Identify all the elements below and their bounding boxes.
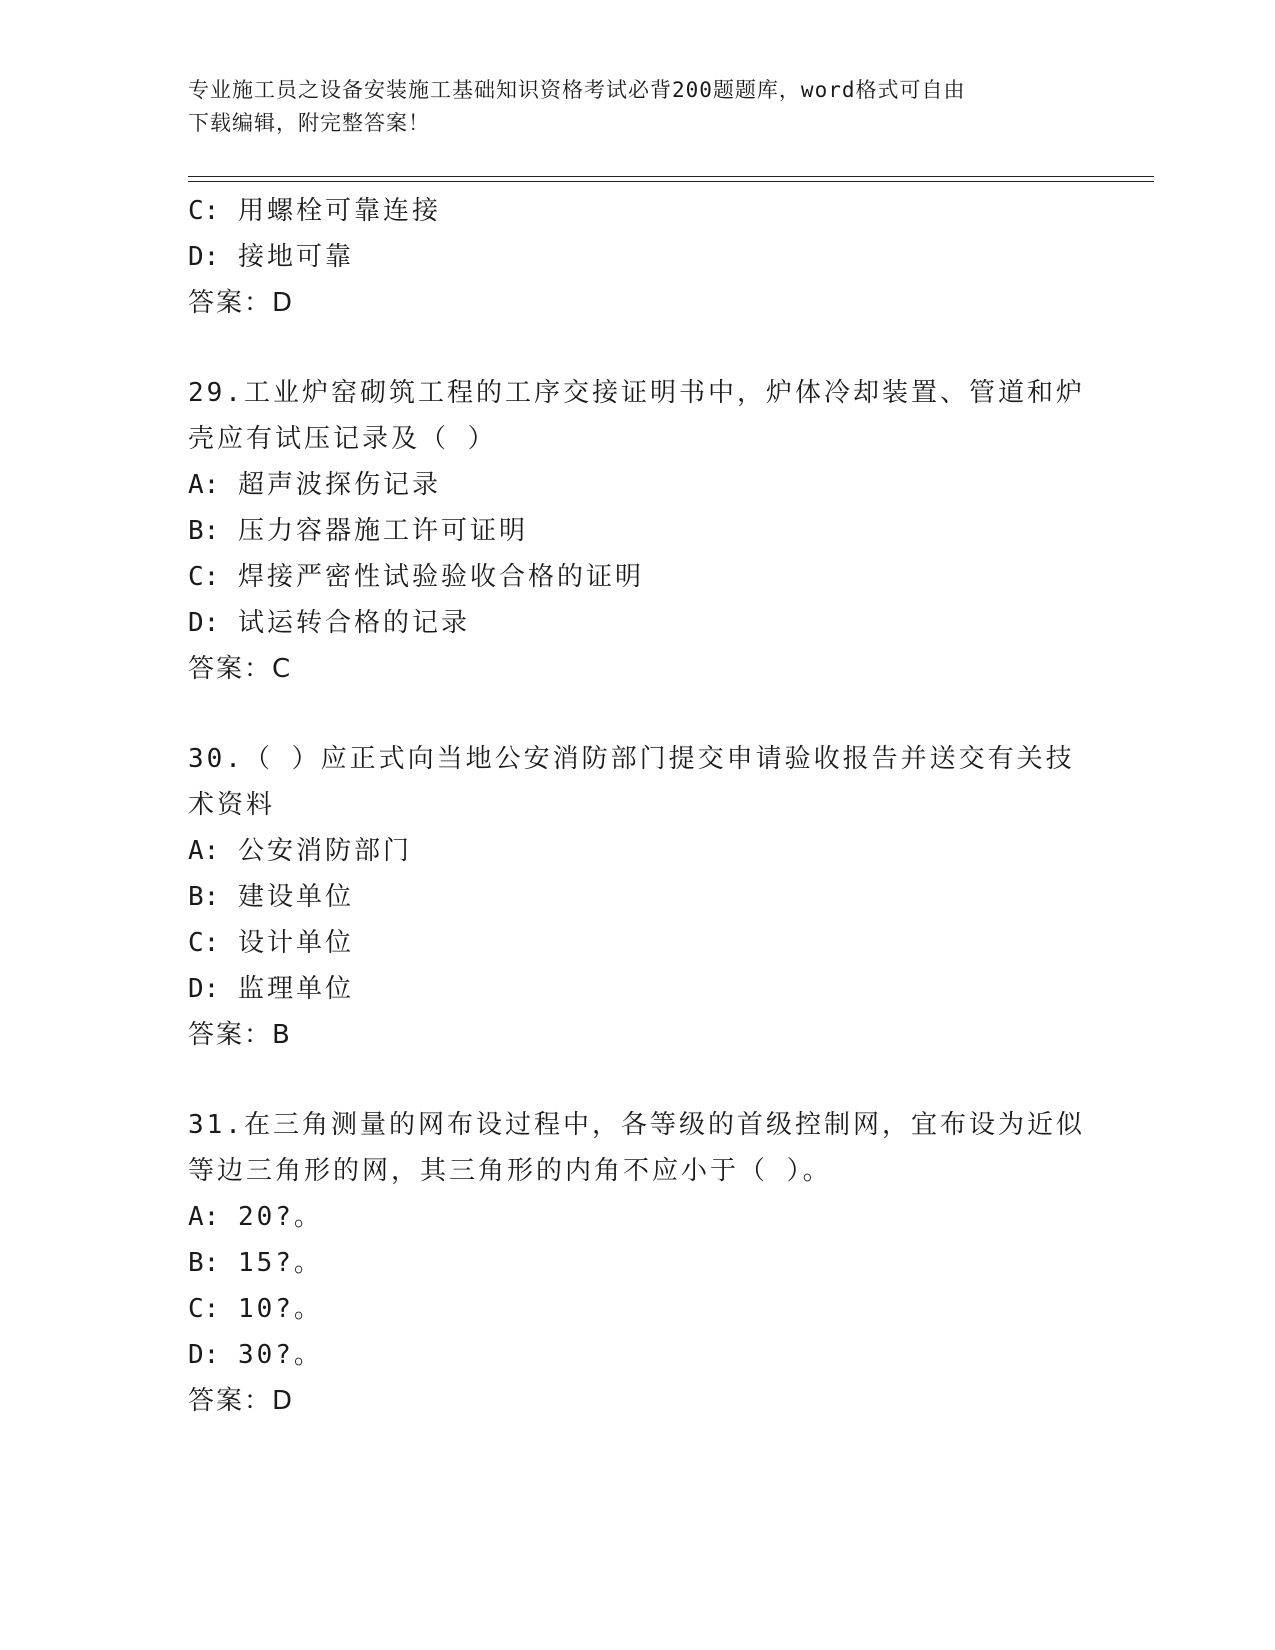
option-text: 15?。 xyxy=(237,1248,323,1278)
question-text-line: 30.（ ）应正式向当地公安消防部门提交申请验收报告并送交有关技 xyxy=(188,744,1075,774)
question-fragment xyxy=(188,188,1088,326)
header-line-2: 下载编辑，附完整答案！ xyxy=(188,111,430,135)
question-text-line: 壳应有试压记录及（ ） xyxy=(188,424,497,454)
option-text: 试运转合格的记录 xyxy=(237,608,470,638)
option-text: 20?。 xyxy=(237,1202,323,1232)
page-header xyxy=(188,74,1088,140)
option-c xyxy=(188,920,1088,966)
question-text-line: 术资料 xyxy=(188,790,276,820)
option-a xyxy=(188,828,1088,874)
option-text: 监理单位 xyxy=(237,974,354,1004)
option-text: 10?。 xyxy=(237,1294,323,1324)
option-d xyxy=(188,600,1088,646)
question-text-line: 等边三角形的网，其三角形的内角不应小于（ ）。 xyxy=(188,1156,832,1186)
option-label: D: xyxy=(188,608,220,638)
question-text-line: 29.工业炉窑砌筑工程的工序交接证明书中，炉体冷却装置、管道和炉 xyxy=(188,378,1085,408)
option-d xyxy=(188,966,1088,1012)
option-text: 接地可靠 xyxy=(237,242,354,272)
option-c xyxy=(188,188,1088,234)
option-label: D: xyxy=(188,242,220,272)
option-label: B: xyxy=(188,882,220,912)
option-text: 超声波探伤记录 xyxy=(237,470,441,500)
option-label: B: xyxy=(188,1248,220,1278)
option-label: B: xyxy=(188,516,220,546)
document-body xyxy=(188,188,1088,1424)
option-c xyxy=(188,1286,1088,1332)
option-c xyxy=(188,554,1088,600)
option-label: D: xyxy=(188,974,220,1004)
question-31 xyxy=(188,1102,1088,1424)
option-label: A: xyxy=(188,836,220,866)
option-a xyxy=(188,1194,1088,1240)
option-d xyxy=(188,1332,1088,1378)
option-b xyxy=(188,874,1088,920)
option-text: 公安消防部门 xyxy=(237,836,412,866)
answer-line: 答案：D xyxy=(188,288,295,318)
option-text: 设计单位 xyxy=(237,928,354,958)
option-label: C: xyxy=(188,562,220,592)
option-d xyxy=(188,234,1088,280)
answer-line: 答案：B xyxy=(188,1020,292,1050)
option-label: C: xyxy=(188,1294,220,1324)
question-text-line: 31.在三角测量的网布设过程中，各等级的首级控制网，宜布设为近似 xyxy=(188,1110,1085,1140)
option-text: 焊接严密性试验验收合格的证明 xyxy=(237,562,644,592)
option-label: C: xyxy=(188,196,220,226)
option-text: 压力容器施工许可证明 xyxy=(237,516,528,546)
option-label: D: xyxy=(188,1340,220,1370)
question-30 xyxy=(188,736,1088,1058)
option-label: C: xyxy=(188,928,220,958)
answer-line: 答案：C xyxy=(188,654,293,684)
header-line-1: 专业施工员之设备安装施工基础知识资格考试必背200题题库，word格式可自由 xyxy=(188,78,966,102)
option-label: A: xyxy=(188,470,220,500)
option-text: 30?。 xyxy=(237,1340,323,1370)
option-a xyxy=(188,462,1088,508)
question-29 xyxy=(188,370,1088,692)
header-rule-bottom xyxy=(188,181,1154,182)
option-text: 建设单位 xyxy=(237,882,354,912)
option-b xyxy=(188,1240,1088,1286)
option-label: A: xyxy=(188,1202,220,1232)
option-text: 用螺栓可靠连接 xyxy=(237,196,441,226)
option-b xyxy=(188,508,1088,554)
header-rule-top xyxy=(188,176,1154,177)
answer-line: 答案：D xyxy=(188,1386,295,1416)
